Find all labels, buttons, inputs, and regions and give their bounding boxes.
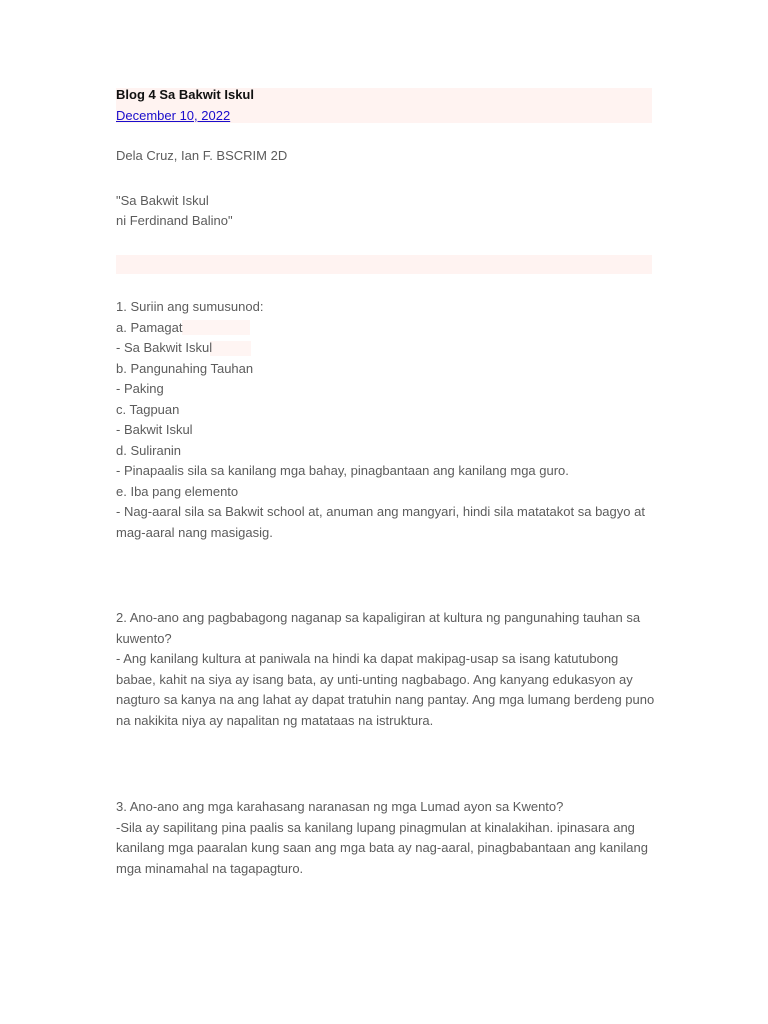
item-a-label: a. Pamagat <box>116 319 183 335</box>
item-a-answer: - Sa Bakwit Iskul <box>116 340 213 355</box>
item-c-answer: - Bakwit Iskul <box>116 422 193 437</box>
spacer-highlight <box>116 255 652 274</box>
item-c-label: c. Tagpuan <box>116 401 180 417</box>
item-e-answer-cont: mag-aaral nang masigasig. <box>116 524 273 540</box>
item-b-answer: - Paking <box>116 381 164 396</box>
answer-3-line: -Sila ay sapilitang pina paalis sa kanilang lupang pinagmulan at kinalakihan. ipinasara ang <box>116 819 635 835</box>
quote-author-line: ni Ferdinand Balino" <box>116 213 233 228</box>
question-3: 3. Ano-ano ang mga karahasang naranasan ng mga Lumad ayon sa Kwento? <box>116 799 564 814</box>
item-e-answer: - Nag-aaral sila sa Bakwit school at, anuman ang mangyari, hindi sila matatakot sa bagyo at <box>116 504 645 519</box>
item-b-label: b. Pangunahing Tauhan <box>116 360 254 376</box>
quote-title-line: "Sa Bakwit Iskul <box>116 193 209 208</box>
answer-2-line: - Ang kanilang kultura at paniwala na hindi ka dapat makipag-usap sa isang katutubong <box>116 651 619 666</box>
item-d-answer: - Pinapaalis sila sa kanilang mga bahay, pinagbantaan ang kanilang mga guro. <box>116 463 569 478</box>
section-2 <box>116 608 656 731</box>
section-1 <box>116 297 656 543</box>
answer-2-line: nagturo sa kanya na ang lahat ay dapat tratuhin nang pantay. Ang mga lumang berdeng puno <box>116 692 655 707</box>
answer-3-line: kanilang mga paaralan kung saan ang mga bata ay nag-aaral, pinagbabantaan ang kanilang <box>116 840 648 855</box>
section-3 <box>116 797 656 879</box>
item-e-label: e. Iba pang elemento <box>116 483 239 499</box>
item-d-label: d. Suliranin <box>116 442 182 458</box>
author-line: Dela Cruz, Ian F. BSCRIM 2D <box>116 148 288 163</box>
post-date-link[interactable]: December 10, 2022 <box>116 108 231 123</box>
post-title: Blog 4 Sa Bakwit Iskul <box>116 87 254 102</box>
answer-3-line: mga minamahal na tagapagturo. <box>116 860 304 876</box>
question-2: 2. Ano-ano ang pagbabagong naganap sa kapaligiran at kultura ng pangunahing tauhan sa <box>116 610 641 625</box>
question-1: 1. Suriin ang sumusunod: <box>116 299 264 314</box>
answer-2-line: na nakikita niya ay napalitan ng matataas na istruktura. <box>116 712 434 728</box>
question-2-cont: kuwento? <box>116 630 172 646</box>
answer-2-line: babae, kahit na siya ay isang bata, ay unti-unting nagbabago. Ang kanyang edukasyon ay <box>116 671 633 687</box>
